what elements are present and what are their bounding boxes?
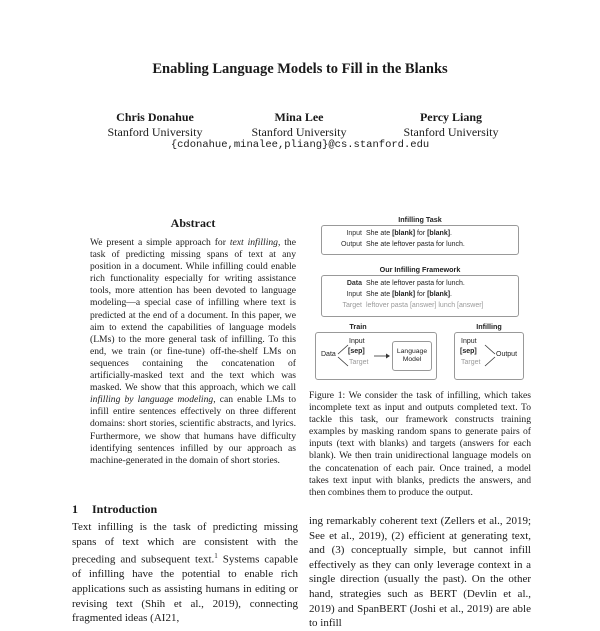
author-affiliation: Stanford University [107,125,203,139]
train-title: Train [349,322,367,331]
language-model-box: Language Model [392,341,432,371]
author-affiliation: Stanford University [403,125,499,139]
infill-target-label: Target [461,359,481,366]
arrow-target-to-output [485,357,495,366]
author-email: {cdonahue,minalee,pliang}@cs.stanford.edu [170,139,430,151]
framework-target-row: Target leftover pasta [answer] lunch [answer] [342,302,484,309]
introduction-left-text: Text infilling is the task of predicting missing spans of text which are consistent with the preceding and subsequent text.$^1$ Systems capable of infilling have the potential to enable rich applications such as assisting humans in editing or revising text (Shih et al., 2019), connecting fragmented ideas (AI21, [72,521,298,625]
arrowhead-to-model [386,354,390,359]
author-affiliation: Stanford University [251,125,347,139]
infill-output-label: Output [496,351,518,358]
author-name: Percy Liang [419,110,483,124]
task-output-row: Output She ate leftover pasta for lunch. [340,241,465,248]
paper-title: Enabling Language Models to Fill in the Blanks [152,61,448,77]
infilling-task-box [321,225,519,255]
train-sep-label: [sep] [348,348,365,355]
introduction-right-text: ing remarkably coherent text (Zellers et al., 2019; See et al., 2019), (2) efficient at generating text, and (3) conceptually simple, but cannot infill effectively as they can only leverage context in a single direction (usually the past). On the other hand, strategies such as BERT (Devlin et al., 2019) and SpanBERT (Joshi et al., 2019) are able to infill [309,515,531,630]
author-name: Mina Lee [274,110,324,124]
figure-1 [309,210,531,385]
infilling-title: Infilling [476,322,502,331]
framework-input-row: Input She ate [blank] for [blank]. [346,291,452,298]
figure-caption: Figure 1: We consider the task of infilling, which takes incomplete text as input and outputs completed text. To tackle this task, our framework constructs training examples by masking random spans to generate pairs of inputs (text with blanks) and targets (answers for each blank). We then train unidirectional language models on the concatenation of each pair. Once trained, a model takes text input with blanks, predicts the answers, and then combines them to produce the output. [309,390,531,498]
train-box [315,332,437,380]
infilling-task-title: Infilling Task [398,215,442,224]
train-data-label: Data [321,351,336,358]
arrow-input-to-output [485,345,495,354]
author-2 [219,110,379,140]
task-input-row: Input She ate [blank] for [blank]. [346,230,452,237]
infilling-box [454,332,524,380]
section-heading-introduction: 1 Introduction [72,502,158,516]
train-input-label: Input [349,338,365,345]
arrow-data-to-target [338,357,348,366]
author-1 [75,110,235,140]
abstract-body: We present a simple approach for text infilling, the task of predicting missing spans of text at any position in a document. While infilling could enable rich functionality especially for writing assistance tools, more attention has been devoted to language modeling—a special case of infilling where text is predicted at the end of a document. In this paper, we aim to extend the capabilities of language models (LMs) to the more general task of infilling. To this end, we train (or fine-tune) off-the-shelf LMs on sequences containing the concatenation of artificially-masked text and the text which was masked. We show that this approach, which we call infilling by language modeling, can enable LMs to infill entire sentences effectively on three different domains: short stories, scientific abstracts, and lyrics. Furthermore, we show that humans have difficulty identifying sentences infilled by our approach as machine-generated in the domain of short stories. [90,237,296,466]
infill-sep-label: [sep] [460,348,477,355]
framework-title: Our Infilling Framework [379,265,461,274]
author-3 [371,110,531,140]
author-name: Chris Donahue [116,110,194,124]
infill-input-label: Input [461,338,477,345]
framework-box [321,275,519,317]
framework-data-row: Data She ate leftover pasta for lunch. [346,280,465,287]
abstract-heading: Abstract [170,216,216,230]
arrow-data-to-input [338,345,348,354]
train-target-label: Target [349,359,369,366]
